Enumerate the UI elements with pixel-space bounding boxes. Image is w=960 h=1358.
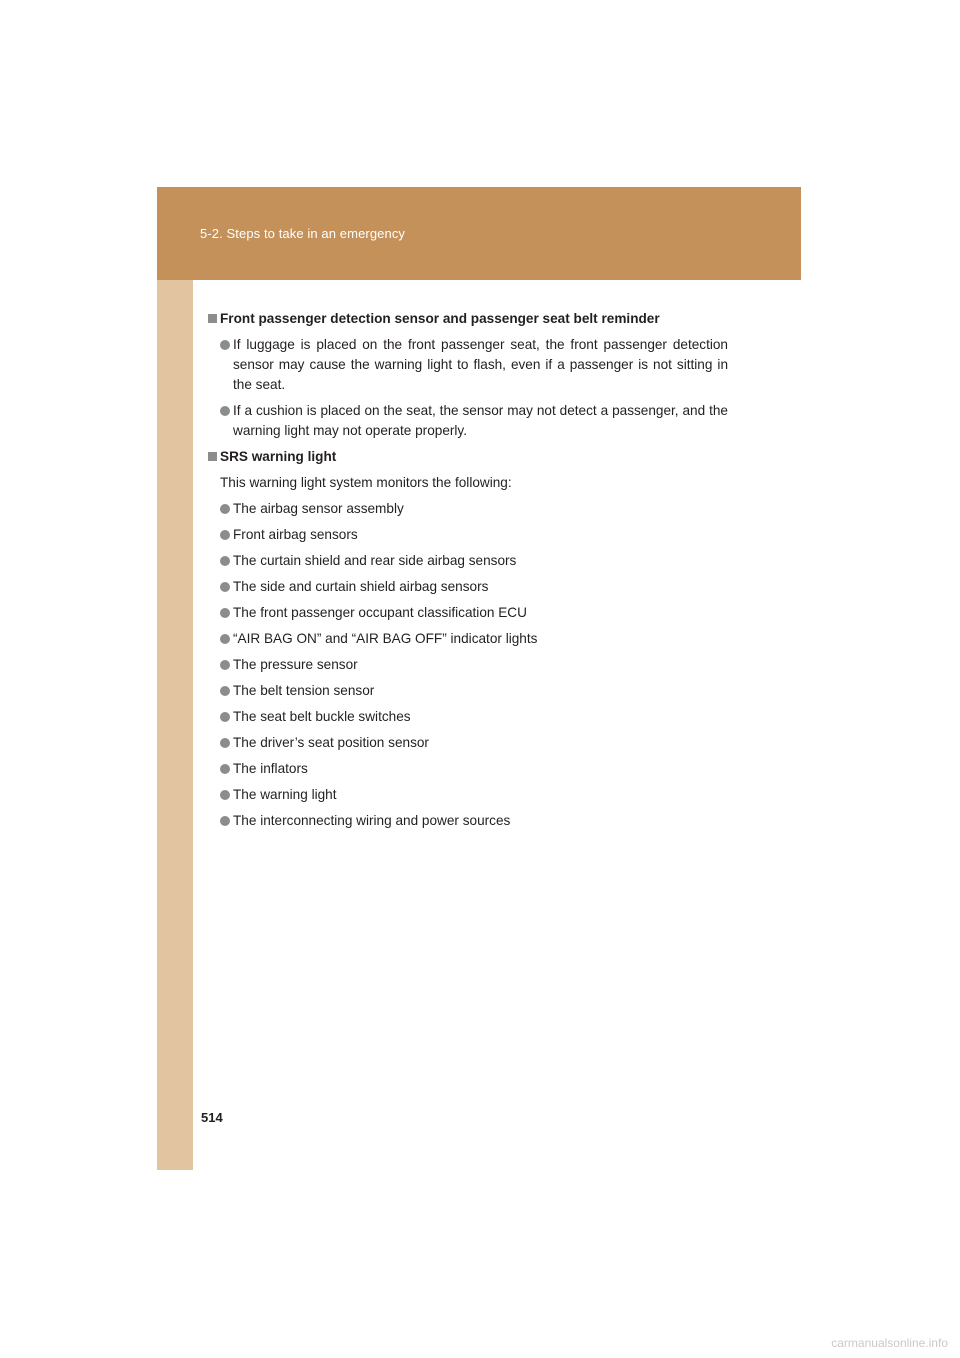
list-item-text: The warning light	[233, 787, 337, 802]
square-bullet-icon	[208, 452, 217, 461]
list-item	[208, 335, 728, 395]
list-item-text: The driver’s seat position sensor	[233, 735, 429, 750]
heading-text: SRS warning light	[220, 449, 337, 464]
heading-text: Front passenger detection sensor and passenger seat belt reminder	[220, 311, 660, 326]
list-item-text: The front passenger occupant classification ECU	[233, 605, 527, 620]
list-item-text: The airbag sensor assembly	[233, 501, 404, 516]
watermark: carmanualsonline.info	[831, 1336, 948, 1350]
side-strip	[157, 280, 193, 1170]
round-bullet-icon	[220, 406, 230, 416]
list-item	[208, 681, 728, 701]
round-bullet-icon	[220, 738, 230, 748]
list-item	[208, 525, 728, 545]
list-item-text: The pressure sensor	[233, 657, 358, 672]
header-band	[157, 187, 801, 280]
list-item-text: The curtain shield and rear side airbag sensors	[233, 553, 517, 568]
round-bullet-icon	[220, 790, 230, 800]
list-item	[208, 629, 728, 649]
section-heading-passenger-sensor	[208, 309, 728, 329]
list-item	[208, 811, 728, 831]
list-item	[208, 785, 728, 805]
list-item	[208, 759, 728, 779]
list-item-text: The side and curtain shield airbag sensors	[233, 579, 489, 594]
list-item-text: If a cushion is placed on the seat, the sensor may not detect a passenger, and the warning light may not operate properly.	[233, 403, 728, 438]
list-item-text: The interconnecting wiring and power sources	[233, 813, 511, 828]
round-bullet-icon	[220, 764, 230, 774]
list-item	[208, 551, 728, 571]
round-bullet-icon	[220, 634, 230, 644]
list-item-text: “AIR BAG ON” and “AIR BAG OFF” indicator lights	[233, 631, 538, 646]
list-item	[208, 733, 728, 753]
round-bullet-icon	[220, 340, 230, 350]
list-item	[208, 577, 728, 597]
round-bullet-icon	[220, 530, 230, 540]
srs-monitor-list	[208, 499, 728, 831]
round-bullet-icon	[220, 686, 230, 696]
round-bullet-icon	[220, 556, 230, 566]
list-item	[208, 401, 728, 441]
section-title: 5-2. Steps to take in an emergency	[200, 226, 406, 241]
round-bullet-icon	[220, 582, 230, 592]
round-bullet-icon	[220, 504, 230, 514]
page-number: 514	[201, 1110, 223, 1125]
round-bullet-icon	[220, 712, 230, 722]
list-item-text: Front airbag sensors	[233, 527, 358, 542]
list-item-text: The seat belt buckle switches	[233, 709, 411, 724]
list-item	[208, 603, 728, 623]
list-item-text: The inflators	[233, 761, 308, 776]
intro-text: This warning light system monitors the following:	[220, 475, 512, 490]
list-item-text: The belt tension sensor	[233, 683, 375, 698]
list-item-text: If luggage is placed on the front passenger seat, the front passenger detection sensor may cause the warning light to flash, even if a passenger is not sitting in the seat.	[233, 337, 728, 392]
square-bullet-icon	[208, 314, 217, 323]
round-bullet-icon	[220, 608, 230, 618]
main-content	[208, 309, 728, 831]
round-bullet-icon	[220, 816, 230, 826]
list-item	[208, 499, 728, 519]
round-bullet-icon	[220, 660, 230, 670]
section-heading-srs-warning-light	[208, 447, 728, 467]
list-item	[208, 707, 728, 727]
list-item	[208, 655, 728, 675]
